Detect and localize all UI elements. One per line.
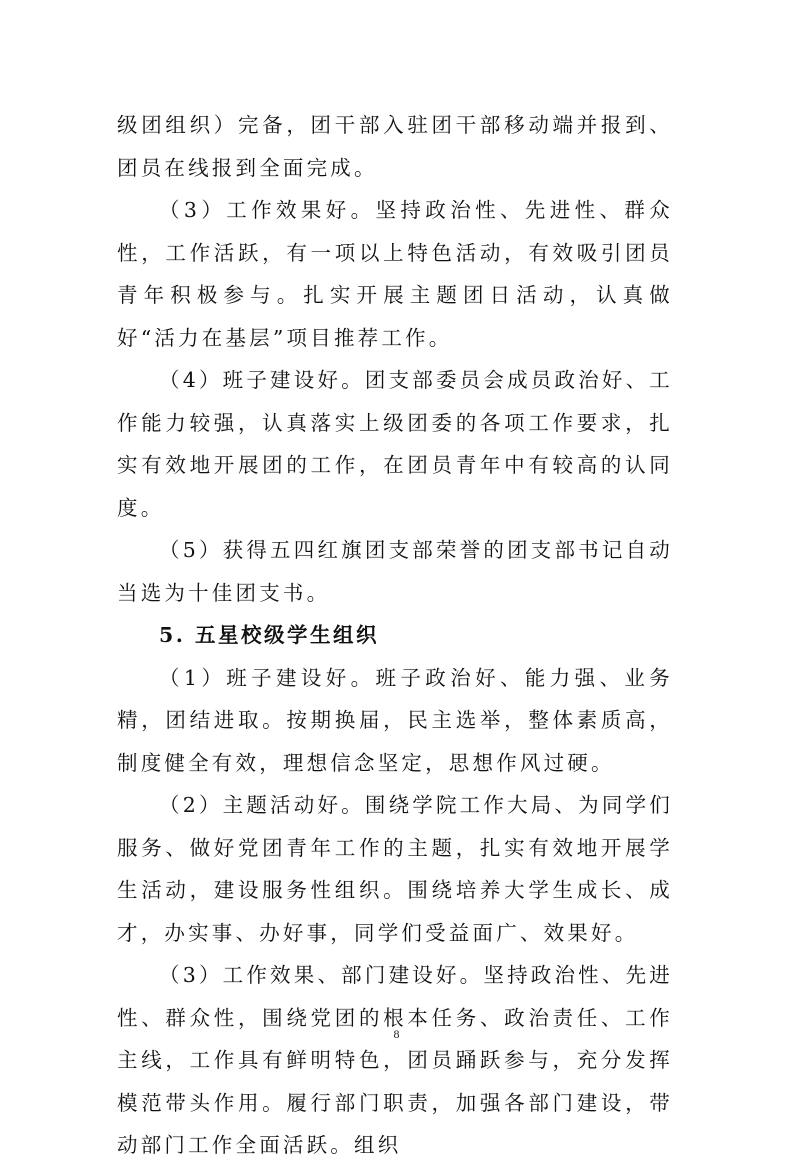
paragraph-item-1-leadership: （1）班子建设好。班子政治好、能力强、业务精，团结进取。按期换届，民主选举，整体素质高，制度健全有效，理想信念坚定，思想作风过硬。 (117, 665, 673, 775)
paragraph-item-3-work-effect: （3）工作效果好。坚持政治性、先进性、群众性，工作活跃，有一项以上特色活动，有效吸引团员青年积极参与。扎实开展主题团日活动，认真做好“活力在基层”项目推荐工作。 (117, 198, 673, 350)
paragraph-item-3-departments: （3）工作效果、部门建设好。坚持政治性、先进性、群众性，围绕党团的根本任务、政治责任、工作主线，工作具有鲜明特色，团员踊跃参与，充分发挥模范带头作用。履行部门职责，加强各部门建设，带动部门工作全面活跃。组织 (117, 963, 673, 1157)
paragraph-item-2-activities: （2）主题活动好。围绕学院工作大局、为同学们服务、做好党团青年工作的主题，扎实有效地开展学生活动，建设服务性组织。围绕培养大学生成长、成才，办实事、办好事，同学们受益面广、效果好。 (117, 793, 673, 945)
paragraph-continuation: 级团组织）完备，团干部入驻团干部移动端并报到、团员在线报到全面完成。 (117, 113, 673, 180)
page-number: 8 (393, 1027, 400, 1041)
section-heading: 5. 五星校级学生组织 (159, 623, 380, 647)
paragraph-item-4-team-building: （4）班子建设好。团支部委员会成员政治好、工作能力较强，认真落实上级团委的各项工作要求，扎实有效地开展团的工作，在团员青年中有较高的认同度。 (117, 368, 673, 520)
paragraph-item-5-red-flag: （5）获得五四红旗团支部荣誉的团支部书记自动当选为十佳团支书。 (117, 538, 673, 605)
document-body (117, 104, 673, 1167)
